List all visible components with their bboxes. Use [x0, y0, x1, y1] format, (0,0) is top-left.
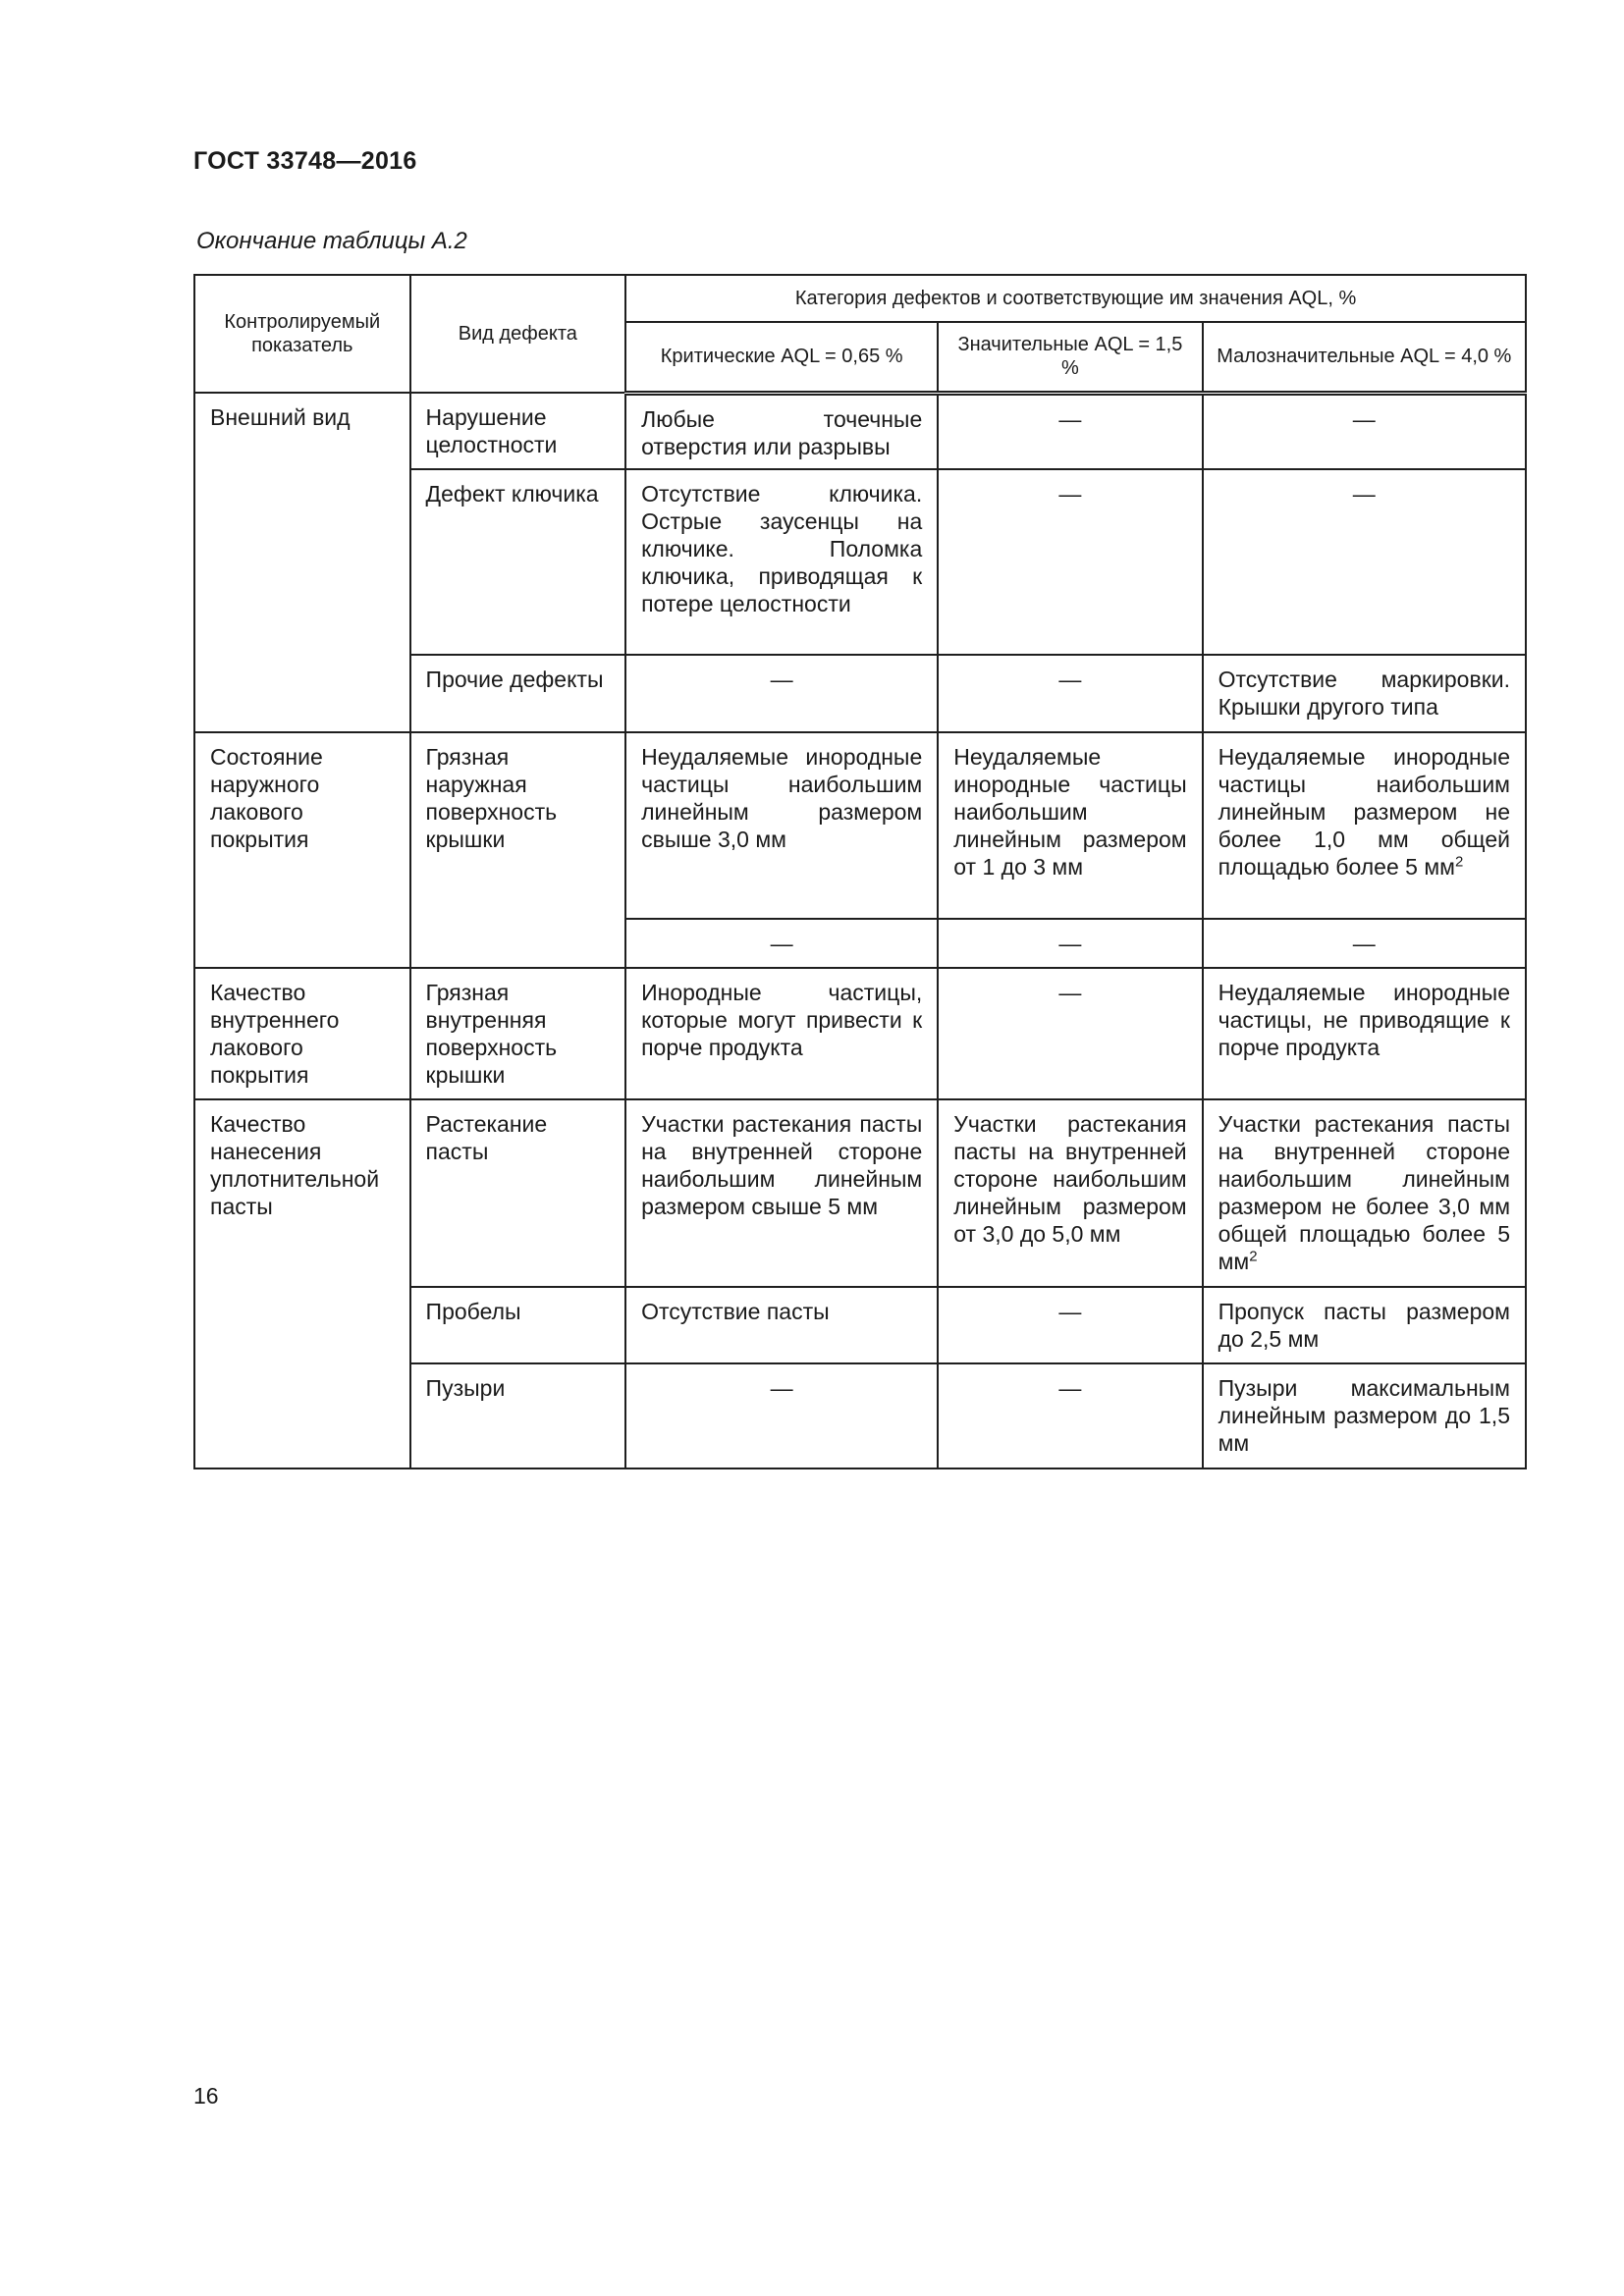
major-cell: — — [938, 968, 1202, 1099]
major-cell: Неудаляемые инородные частицы наибольшим линейным размером от 1 до 3 мм — [938, 732, 1202, 919]
minor-text: Участки растекания пасты на внутренней стороне наибольшим линейным размером не более 3,0 мм общей площадью более 5 мм — [1218, 1110, 1510, 1274]
minor-cell — [1203, 1099, 1526, 1287]
superscript: 2 — [1249, 1247, 1258, 1264]
major-cell: — — [938, 919, 1202, 968]
major-cell: — — [938, 655, 1202, 732]
minor-cell: Пропуск пасты размером до 2,5 мм — [1203, 1287, 1526, 1363]
critical-cell: Инородные частицы, которые могут привести к порче продукта — [625, 968, 938, 1099]
header-major: Значительные AQL = 1,5 % — [938, 322, 1202, 393]
table-row — [194, 1099, 1526, 1287]
aql-table — [193, 274, 1527, 1469]
minor-cell: Пузыри максимальным линейным размером до 1,5 мм — [1203, 1363, 1526, 1468]
indicator-cell: Внешний вид — [194, 393, 410, 732]
table-row — [194, 732, 1526, 919]
minor-cell: — — [1203, 469, 1526, 655]
defect-cell: Грязная наружная поверхность крышки — [410, 732, 626, 968]
header-category-group: Категория дефектов и соответствующие им значения AQL, % — [625, 275, 1526, 322]
table-row — [194, 393, 1526, 469]
minor-cell: — — [1203, 393, 1526, 469]
minor-cell — [1203, 732, 1526, 919]
critical-cell: Отсутствие ключика. Острые заусенцы на ключике. Поломка ключика, приводящая к потере целостности — [625, 469, 938, 655]
minor-cell: Неудаляемые инородные частицы, не приводящие к порче продукта — [1203, 968, 1526, 1099]
critical-cell: — — [625, 655, 938, 732]
critical-cell: Любые точечные отверстия или разрывы — [625, 393, 938, 469]
indicator-cell: Состояние наружного лакового покрытия — [194, 732, 410, 968]
defect-cell: Грязная внутренняя поверхность крышки — [410, 968, 626, 1099]
critical-cell: Неудаляемые инородные частицы наибольшим линейным размером свыше 3,0 мм — [625, 732, 938, 919]
major-cell: — — [938, 393, 1202, 469]
page-number: 16 — [193, 2083, 219, 2109]
major-cell: — — [938, 1287, 1202, 1363]
defect-cell: Прочие дефекты — [410, 655, 626, 732]
indicator-cell: Качество нанесения уплотнительной пасты — [194, 1099, 410, 1468]
header-indicator: Контролируемый показатель — [194, 275, 410, 393]
major-cell: — — [938, 469, 1202, 655]
minor-cell: — — [1203, 919, 1526, 968]
defect-cell: Пробелы — [410, 1287, 626, 1363]
defect-cell: Дефект ключика — [410, 469, 626, 655]
table-caption: Окончание таблицы А.2 — [196, 228, 467, 254]
superscript: 2 — [1454, 852, 1464, 870]
indicator-cell: Качество внутреннего лакового покрытия — [194, 968, 410, 1099]
header-critical: Критические AQL = 0,65 % — [625, 322, 938, 393]
major-cell: — — [938, 1363, 1202, 1468]
defect-cell: Растекание пасты — [410, 1099, 626, 1287]
header-minor: Малозначительные AQL = 4,0 % — [1203, 322, 1526, 393]
table-row — [194, 968, 1526, 1099]
minor-cell: Отсутствие маркировки. Крышки другого типа — [1203, 655, 1526, 732]
document-header: ГОСТ 33748—2016 — [193, 147, 417, 175]
critical-cell: Участки растекания пасты на внутренней стороне наибольшим линейным размером свыше 5 мм — [625, 1099, 938, 1287]
defect-cell: Нарушение целостности — [410, 393, 626, 469]
header-defect-type: Вид дефекта — [410, 275, 626, 393]
critical-cell: — — [625, 919, 938, 968]
critical-cell: Отсутствие пасты — [625, 1287, 938, 1363]
major-cell: Участки растекания пасты на внутренней стороне наибольшим линейным размером от 3,0 до 5,0 мм — [938, 1099, 1202, 1287]
defect-cell: Пузыри — [410, 1363, 626, 1468]
minor-text: Неудаляемые инородные частицы наибольшим линейным размером не более 1,0 мм общей площадью более 5 мм — [1218, 743, 1510, 880]
critical-cell: — — [625, 1363, 938, 1468]
